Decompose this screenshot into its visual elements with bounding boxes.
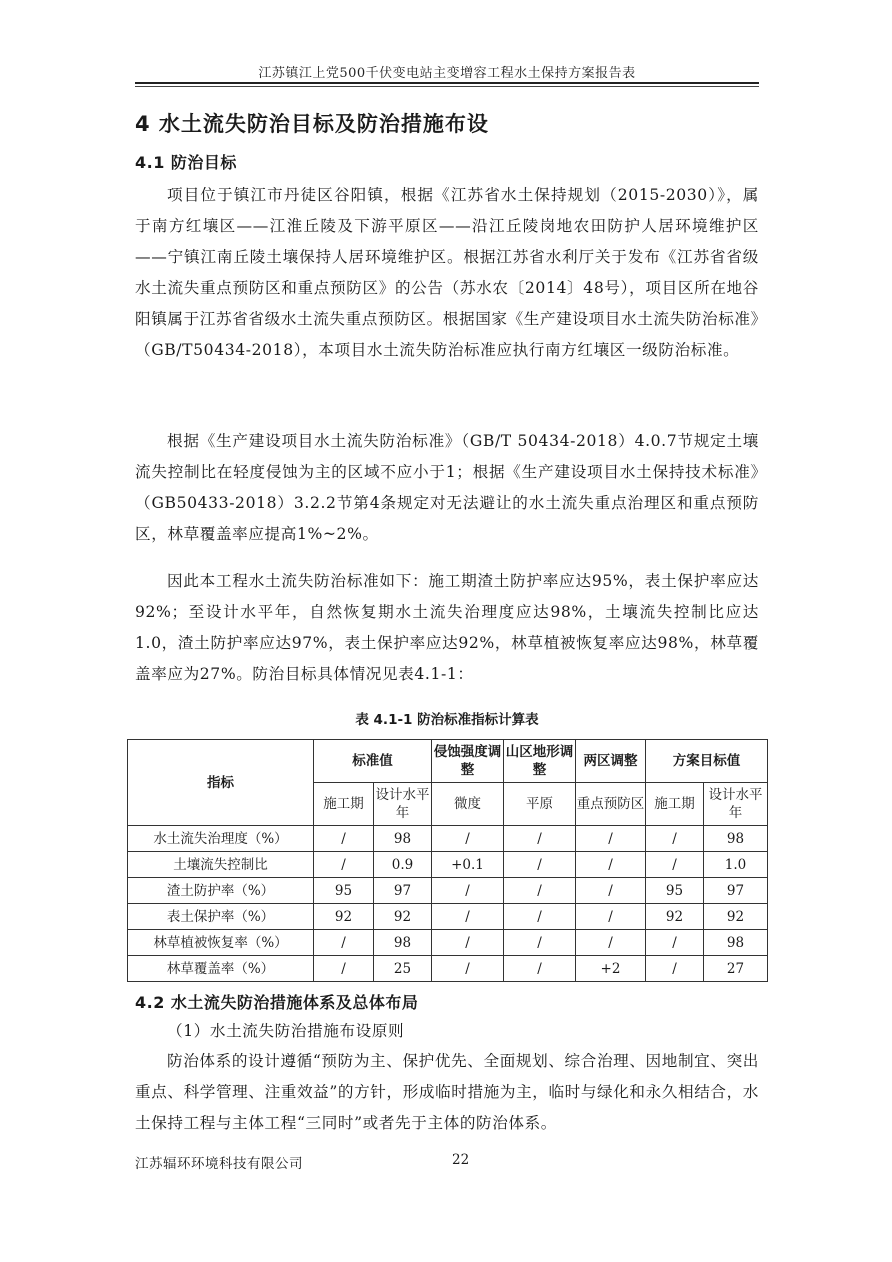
subheader-slight: 微度	[432, 783, 504, 826]
cell: /	[504, 852, 576, 878]
page-number: 22	[452, 1152, 470, 1168]
standards-table	[127, 739, 768, 982]
subheader-design-year-target: 设计水平年	[704, 783, 768, 826]
cell: /	[432, 826, 504, 852]
subheader-key-prevention: 重点预防区	[576, 783, 646, 826]
cell: /	[432, 878, 504, 904]
cell: /	[432, 904, 504, 930]
cell: /	[504, 878, 576, 904]
cell: /	[314, 956, 374, 982]
paragraph-system-design: 防治体系的设计遵循“预防为主、保护优先、全面规划、综合治理、因地制宜、突出重点、科学管理、注重效益”的方针，形成临时措施为主，临时与绿化和永久相结合，水土保持工程与主体工程“三同时”或者先于主体的防治体系。	[135, 1052, 759, 1132]
cell: /	[504, 930, 576, 956]
running-header: 江苏镇江上党500千伏变电站主变增容工程水土保持方案报告表	[258, 66, 636, 81]
cell: /	[576, 904, 646, 930]
cell: /	[504, 826, 576, 852]
paragraph-standard-basis: 根据《生产建设项目水土流失防治标准》（GB/T 50434-2018）4.0.7节规定土壤流失控制比在轻度侵蚀为主的区域不应小于1；根据《生产建设项目水土保持技术标准》（GB50433-2018）3.2.2节第4条规定对无法避让的水土流失重点治理区和重点预防区，林草覆盖率应提高1%~2%。	[135, 432, 759, 543]
principle-heading: （1）水土流失防治措施布设原则	[167, 1022, 405, 1040]
paragraph-targets: 因此本工程水土流失防治标准如下：施工期渣土防护率应达95%，表土保护率应达92%；至设计水平年，自然恢复期水土流失治理度应达98%，土壤流失控制比应达1.0，渣土防护率应达97%，表土保护率应达92%，林草植被恢复率应达98%，林草覆盖率应为27%。防治目标具体情况见表4.1-1：	[135, 572, 759, 683]
cell: 0.9	[374, 852, 432, 878]
subheader-design-year: 设计水平年	[374, 783, 432, 826]
cell: /	[576, 878, 646, 904]
table-row	[128, 852, 768, 878]
footer-company: 江苏辐环环境科技有限公司	[135, 1156, 303, 1172]
cell: /	[314, 930, 374, 956]
cell: /	[314, 826, 374, 852]
row-name: 林草覆盖率（%）	[128, 956, 314, 982]
cell: 92	[646, 904, 704, 930]
subheader-construction-target: 施工期	[646, 783, 704, 826]
subsection-title-4-1: 4.1 防治目标	[135, 153, 237, 172]
table-row	[128, 904, 768, 930]
cell: 1.0	[704, 852, 768, 878]
cell: /	[576, 852, 646, 878]
table-row	[128, 878, 768, 904]
cell: 98	[704, 930, 768, 956]
table-row	[128, 956, 768, 982]
paragraph-location: 项目位于镇江市丹徒区谷阳镇，根据《江苏省水土保持规划（2015-2030）》，属于南方红壤区——江淮丘陵及下游平原区——沿江丘陵岗地农田防护人居环境维护区——宁镇江南丘陵土壤保持人居环境维护区。根据江苏省水利厅关于发布《江苏省省级水土流失重点预防区和重点预防区》的公告（苏水农〔2014〕48号），项目区所在地谷阳镇属于江苏省省级水土流失重点预防区。根据国家《生产建设项目水土流失防治标准》（GB/T50434-2018），本项目水土流失防治标准应执行南方红壤区一级防治标准。	[135, 186, 759, 359]
header-target: 方案目标值	[646, 740, 768, 783]
cell: /	[576, 826, 646, 852]
cell: 25	[374, 956, 432, 982]
cell: /	[646, 930, 704, 956]
table-row	[128, 826, 768, 852]
cell: /	[646, 956, 704, 982]
table-row	[128, 930, 768, 956]
subheader-construction: 施工期	[314, 783, 374, 826]
cell: /	[646, 826, 704, 852]
row-name: 土壤流失控制比	[128, 852, 314, 878]
cell: 95	[314, 878, 374, 904]
row-name: 渣土防护率（%）	[128, 878, 314, 904]
cell: 97	[704, 878, 768, 904]
cell: /	[432, 930, 504, 956]
cell: /	[576, 930, 646, 956]
header-rule-thin	[135, 86, 759, 87]
cell: /	[432, 956, 504, 982]
cell: 98	[704, 826, 768, 852]
header-indicator: 指标	[128, 740, 314, 826]
cell: /	[504, 956, 576, 982]
cell: 92	[314, 904, 374, 930]
row-name: 水土流失治理度（%）	[128, 826, 314, 852]
table-header-row	[128, 740, 768, 783]
cell: 27	[704, 956, 768, 982]
cell: 92	[374, 904, 432, 930]
cell: 95	[646, 878, 704, 904]
cell: 98	[374, 930, 432, 956]
cell: 97	[374, 878, 432, 904]
section-title: 4 水土流失防治目标及防治措施布设	[135, 112, 489, 136]
table-caption: 表 4.1-1 防治标准指标计算表	[355, 712, 539, 728]
subheader-plain: 平原	[504, 783, 576, 826]
header-standard: 标准值	[314, 740, 432, 783]
header-rule	[135, 82, 759, 84]
header-mountain-adjust: 山区地形调整	[504, 740, 576, 783]
cell: +0.1	[432, 852, 504, 878]
cell: /	[504, 904, 576, 930]
cell: /	[314, 852, 374, 878]
cell: 92	[704, 904, 768, 930]
row-name: 林草植被恢复率（%）	[128, 930, 314, 956]
header-erosion-adjust: 侵蚀强度调整	[432, 740, 504, 783]
cell: +2	[576, 956, 646, 982]
row-name: 表土保护率（%）	[128, 904, 314, 930]
cell: /	[646, 852, 704, 878]
cell: 98	[374, 826, 432, 852]
header-two-zone-adjust: 两区调整	[576, 740, 646, 783]
subsection-title-4-2: 4.2 水土流失防治措施体系及总体布局	[135, 993, 419, 1012]
